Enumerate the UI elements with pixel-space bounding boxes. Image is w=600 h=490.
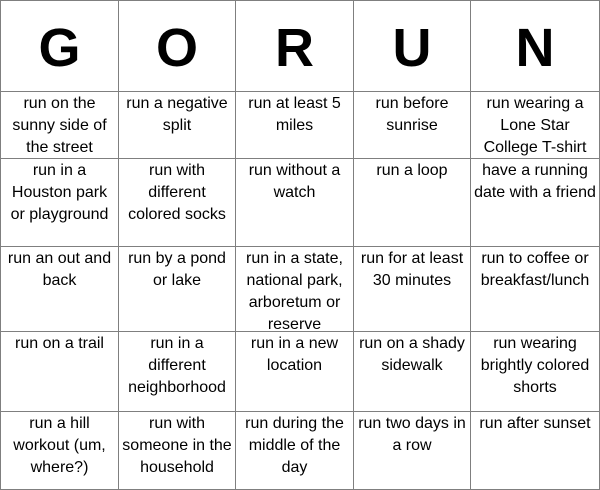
- bingo-cell: run a loop: [354, 159, 471, 247]
- bingo-cell: run for at least 30 minutes: [354, 247, 471, 332]
- bingo-cell: run an out and back: [1, 247, 119, 332]
- bingo-cell: run wearing a Lone Star College T-shirt: [471, 92, 599, 159]
- bingo-cell: run on a trail: [1, 332, 119, 412]
- bingo-cell: run in a different neighborhood: [119, 332, 236, 412]
- bingo-cell: run on a shady sidewalk: [354, 332, 471, 412]
- header-letter-u: U: [354, 1, 471, 92]
- bingo-cell: run by a pond or lake: [119, 247, 236, 332]
- header-letter-g: G: [1, 1, 119, 92]
- bingo-cell: run a negative split: [119, 92, 236, 159]
- bingo-cell: run at least 5 miles: [236, 92, 354, 159]
- bingo-cell: run to coffee or breakfast/lunch: [471, 247, 599, 332]
- bingo-cell: run during the middle of the day: [236, 412, 354, 489]
- bingo-cell: run in a new location: [236, 332, 354, 412]
- bingo-cell: run in a Houston park or playground: [1, 159, 119, 247]
- bingo-cell: run two days in a row: [354, 412, 471, 489]
- bingo-cell: run in a state, national park, arboretum or reserve: [236, 247, 354, 332]
- header-letter-o: O: [119, 1, 236, 92]
- bingo-cell: run before sunrise: [354, 92, 471, 159]
- header-letter-r: R: [236, 1, 354, 92]
- bingo-cell: run with someone in the household: [119, 412, 236, 489]
- bingo-cell: run wearing brightly colored shorts: [471, 332, 599, 412]
- bingo-cell: run on the sunny side of the street: [1, 92, 119, 159]
- bingo-cell: run with different colored socks: [119, 159, 236, 247]
- bingo-cell: run a hill workout (um, where?): [1, 412, 119, 489]
- bingo-cell: run without a watch: [236, 159, 354, 247]
- bingo-cell: have a running date with a friend: [471, 159, 599, 247]
- bingo-cell: run after sunset: [479, 415, 591, 432]
- header-letter-n: N: [471, 1, 599, 92]
